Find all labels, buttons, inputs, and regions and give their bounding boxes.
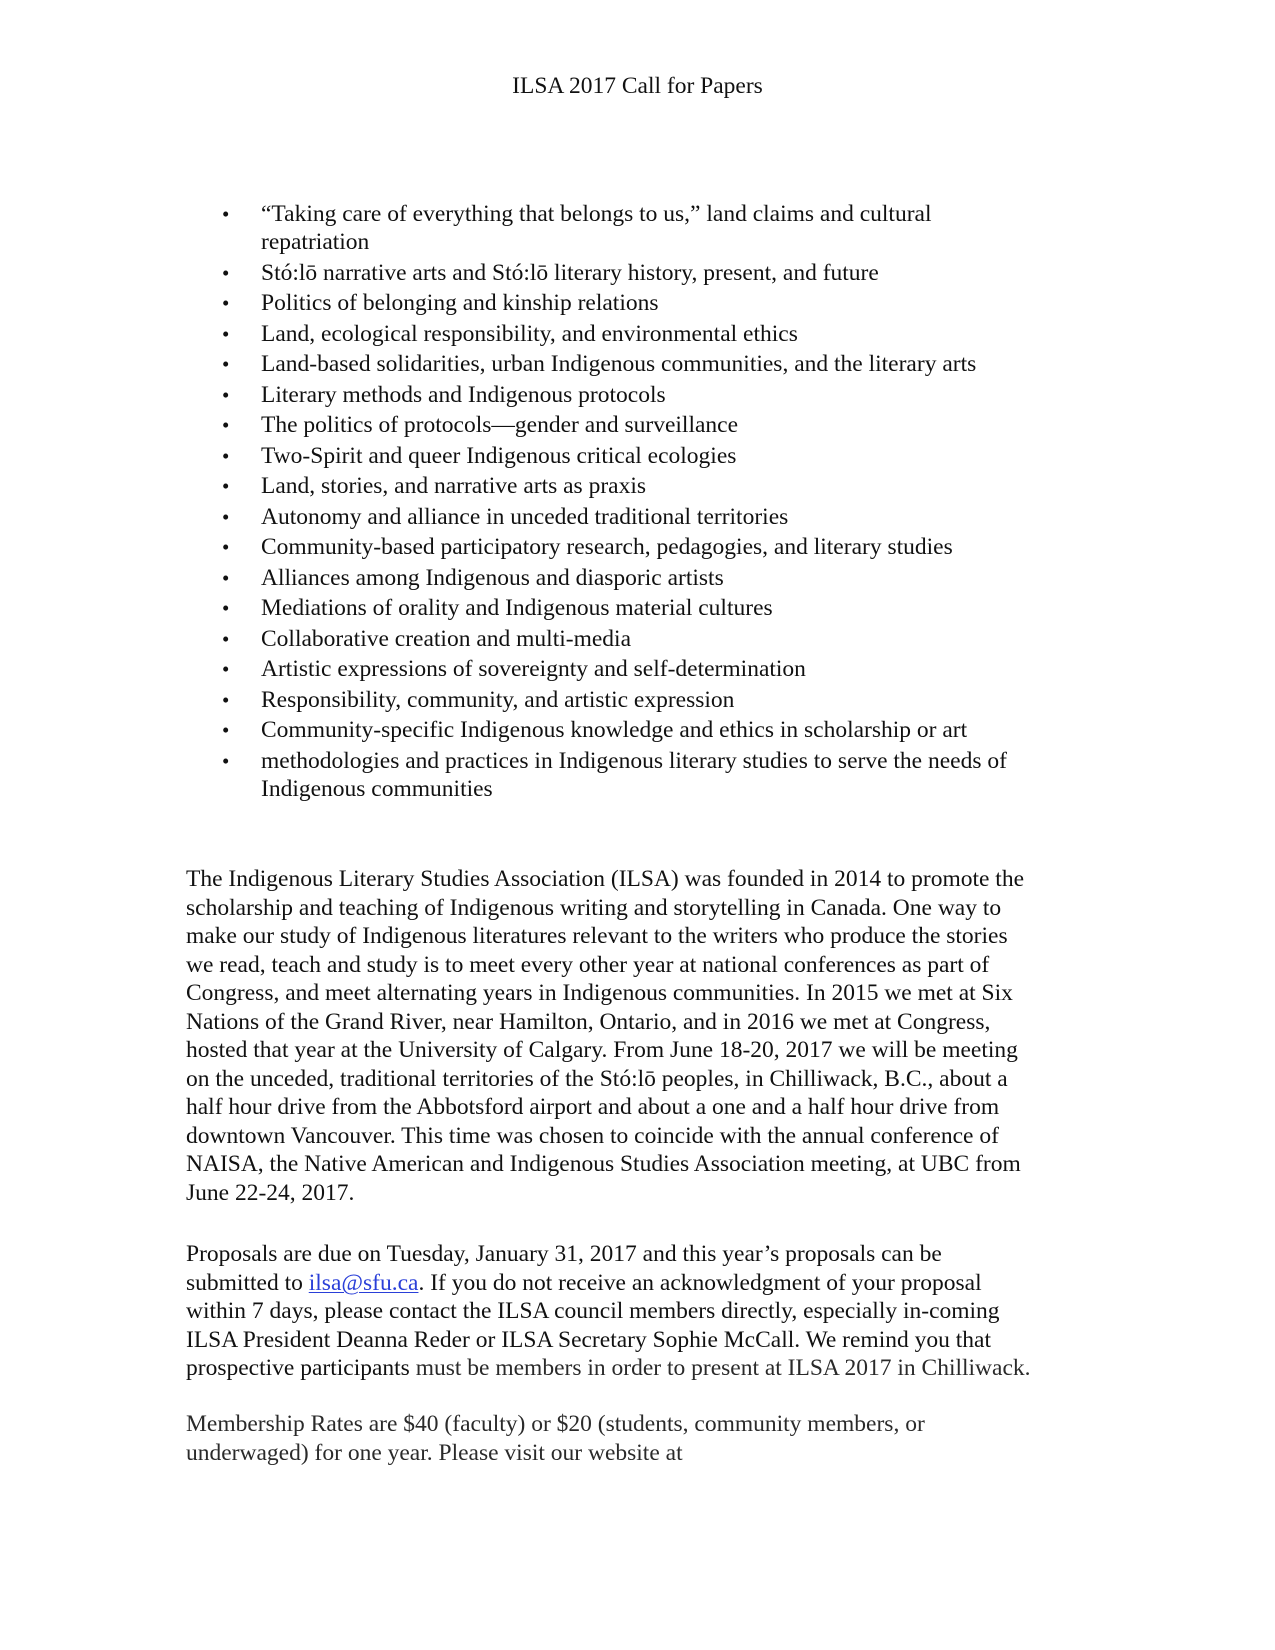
- topic-item: • Literary methods and Indigenous protocols: [222, 381, 666, 408]
- bullet-icon: •: [222, 260, 230, 285]
- topic-item: • Alliances among Indigenous and diasporic artists: [222, 564, 724, 591]
- topic-item: • Land, ecological responsibility, and environmental ethics: [222, 320, 798, 347]
- bullet-icon: •: [222, 202, 230, 226]
- email-link[interactable]: ilsa@sfu.ca: [308, 1269, 419, 1296]
- topic-list: [222, 200, 1042, 805]
- page-title: ILSA 2017 Call for Papers: [512, 73, 763, 99]
- bullet-icon: •: [222, 687, 230, 712]
- topic-item: • Politics of belonging and kinship relations: [222, 290, 659, 316]
- bullet-icon: •: [222, 321, 230, 346]
- bullet-icon: •: [222, 504, 230, 529]
- topic-item: • Community-specific Indigenous knowledge and ethics in scholarship or art: [222, 717, 968, 743]
- bullet-icon: •: [222, 413, 230, 437]
- intro-paragraph: The Indigenous Literary Studies Association (ILSA) was founded in 2014 to promote the scholarship and teaching of Indigenous writing and storytelling in Canada. One way to make our study of Indigenous literatures relevant to the writers who produce the stories we read, teach and study is to meet every other year at national conferences as part of Congress, and meet alternating years in Indigenous communities. In 2015 we met at Six Nations of the Grand River, near Hamilton, Ontario, and in 2016 we met at Congress, hosted that year at the University of Calgary. From June 18-20, 2017 we will be meeting on the unceded, traditional territories of the Stó:lō peoples, in Chilliwack, B.C., about a half hour drive from the Abbotsford airport and about a one and a half hour drive from downtown Vancouver. This time was chosen to coincide with the annual conference of NAISA, the Native American and Indigenous Studies Association meeting, at UBC from June 22-24, 2017.: [186, 866, 1025, 1206]
- bullet-icon: •: [222, 535, 230, 559]
- topic-item: • “Taking care of everything that belongs to us,” land claims and cultural repatriation: [222, 201, 932, 255]
- topic-item: • The politics of protocols—gender and surveillance: [222, 412, 739, 438]
- bullet-icon: •: [222, 596, 230, 620]
- bullet-icon: •: [222, 382, 230, 407]
- bullet-icon: •: [222, 657, 230, 681]
- topic-item: • Community-based participatory research, pedagogies, and literary studies: [222, 534, 953, 560]
- topic-item: • Responsibility, community, and artistic expression: [222, 686, 735, 713]
- bullet-icon: •: [222, 474, 230, 498]
- bullet-icon: •: [222, 748, 230, 773]
- bullet-icon: •: [222, 443, 230, 468]
- bullet-icon: •: [222, 718, 230, 742]
- bullet-icon: •: [222, 352, 230, 376]
- topic-item: • Artistic expressions of sovereignty and self-determination: [222, 656, 806, 682]
- topic-item: • Autonomy and alliance in unceded traditional territories: [222, 503, 789, 530]
- topic-item: • Mediations of orality and Indigenous material cultures: [222, 595, 773, 621]
- topic-item: • methodologies and practices in Indigenous literary studies to serve the needs of Indigenous communities: [222, 747, 1007, 802]
- bullet-icon: •: [222, 565, 230, 590]
- topic-item: • Two-Spirit and queer Indigenous critical ecologies: [222, 442, 737, 469]
- membership-paragraph: Membership Rates are $40 (faculty) or $20 (students, community members, or underwaged) for one year. Please visit our website at: [186, 1411, 925, 1466]
- topic-item: • Stó:lō narrative arts and Stó:lō literary history, present, and future: [222, 259, 879, 286]
- topic-item: • Collaborative creation and multi-media: [222, 625, 631, 652]
- topic-item: • Land-based solidarities, urban Indigenous communities, and the literary arts: [222, 351, 977, 377]
- topic-item: • Land, stories, and narrative arts as praxis: [222, 473, 647, 499]
- bullet-icon: •: [222, 626, 230, 651]
- bullet-icon: •: [222, 291, 230, 315]
- proposals-paragraph: Proposals are due on Tuesday, January 31, 2017 and this year’s proposals can be submitted to ilsa@sfu.ca. If you do not receive an acknowledgment of your proposal within 7 days, please contact the ILSA council members directly, especially in-coming ILSA President Deanna Reder or ILSA Secretary Sophie McCall. We remind you that prospective participants must be members in order to present at ILSA 2017 in Chilliwack.: [186, 1241, 1031, 1381]
